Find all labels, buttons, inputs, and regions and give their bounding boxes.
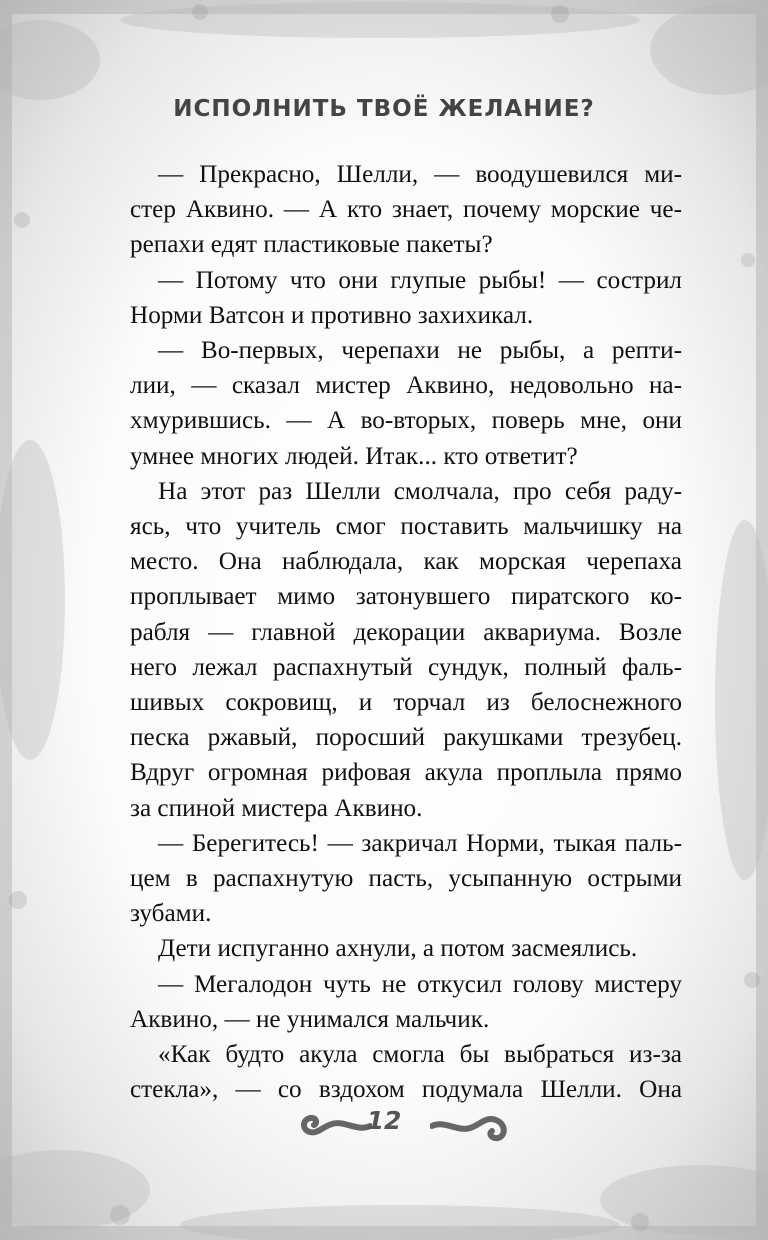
text-line: стекла», — со вздохом подумала Шелли. Она [130,1076,682,1104]
text-line: Дети испуганно ахнули, а потом засмеялись. [158,935,638,963]
left-swirl-ornament-icon [300,1108,372,1144]
text-line: песка ржавый, поросший ракушками трезубец. [130,724,682,752]
text-line: место. Она наблюдала, как морская черепаха [130,548,682,576]
right-swirl-ornament-icon [430,1108,510,1148]
text-line: рабля — главной декорации аквариума. Возле [130,618,682,646]
text-line: шивых сокровищ, и торчал из белоснежного [130,689,682,717]
text-line: — Во-первых, черепахи не рыбы, а репти- [158,337,682,365]
text-line: Норми Ватсон и противно захихикал. [130,301,534,329]
text-line: «Как будто акула смогла бы выбраться из-за [158,1041,682,1069]
text-line: Аквино, — не унимался мальчик. [130,1005,490,1033]
text-line: На этот раз Шелли смолчала, про себя раду- [158,477,682,505]
text-line: проплывает мимо затонувшего пиратского ко- [130,583,682,611]
text-line: за спиной мистера Аквино. [130,794,423,822]
text-line: ясь, что учитель смог поставить мальчишку на [130,513,682,541]
text-line: умнее многих людей. Итак... кто ответит? [130,442,578,470]
text-line: него лежал распахнутый сундук, полный фаль- [130,653,682,681]
text-line: — Берегитесь! — закричал Норми, тыкая паль- [158,829,682,857]
text-line: зубами. [130,900,212,928]
body-text [130,157,682,1107]
running-head-title: ИСПОЛНИТЬ ТВОЁ ЖЕЛАНИЕ? [173,96,595,122]
text-line: хмурившись. — А во-вторых, поверь мне, они [130,407,682,435]
text-line: — Прекрасно, Шелли, — воодушевился ми- [158,161,682,188]
page-footer [0,1102,768,1152]
text-line: лии, — сказал мистер Аквино, недовольно на- [130,372,682,400]
text-line: — Мегалодон чуть не откусил голову мистеру [158,970,682,998]
text-line: стер Аквино. — А кто знает, почему морские че- [130,196,682,224]
text-line: цем в распахнутую пасть, усыпанную острыми [130,865,682,893]
page-number: 12 [366,1106,402,1135]
text-line: репахи едят пластиковые пакеты? [130,231,493,259]
text-line: — Потому что они глупые рыбы! — сострил [158,266,682,294]
text-line: Вдруг огромная рифовая акула проплыла прямо [130,759,682,787]
